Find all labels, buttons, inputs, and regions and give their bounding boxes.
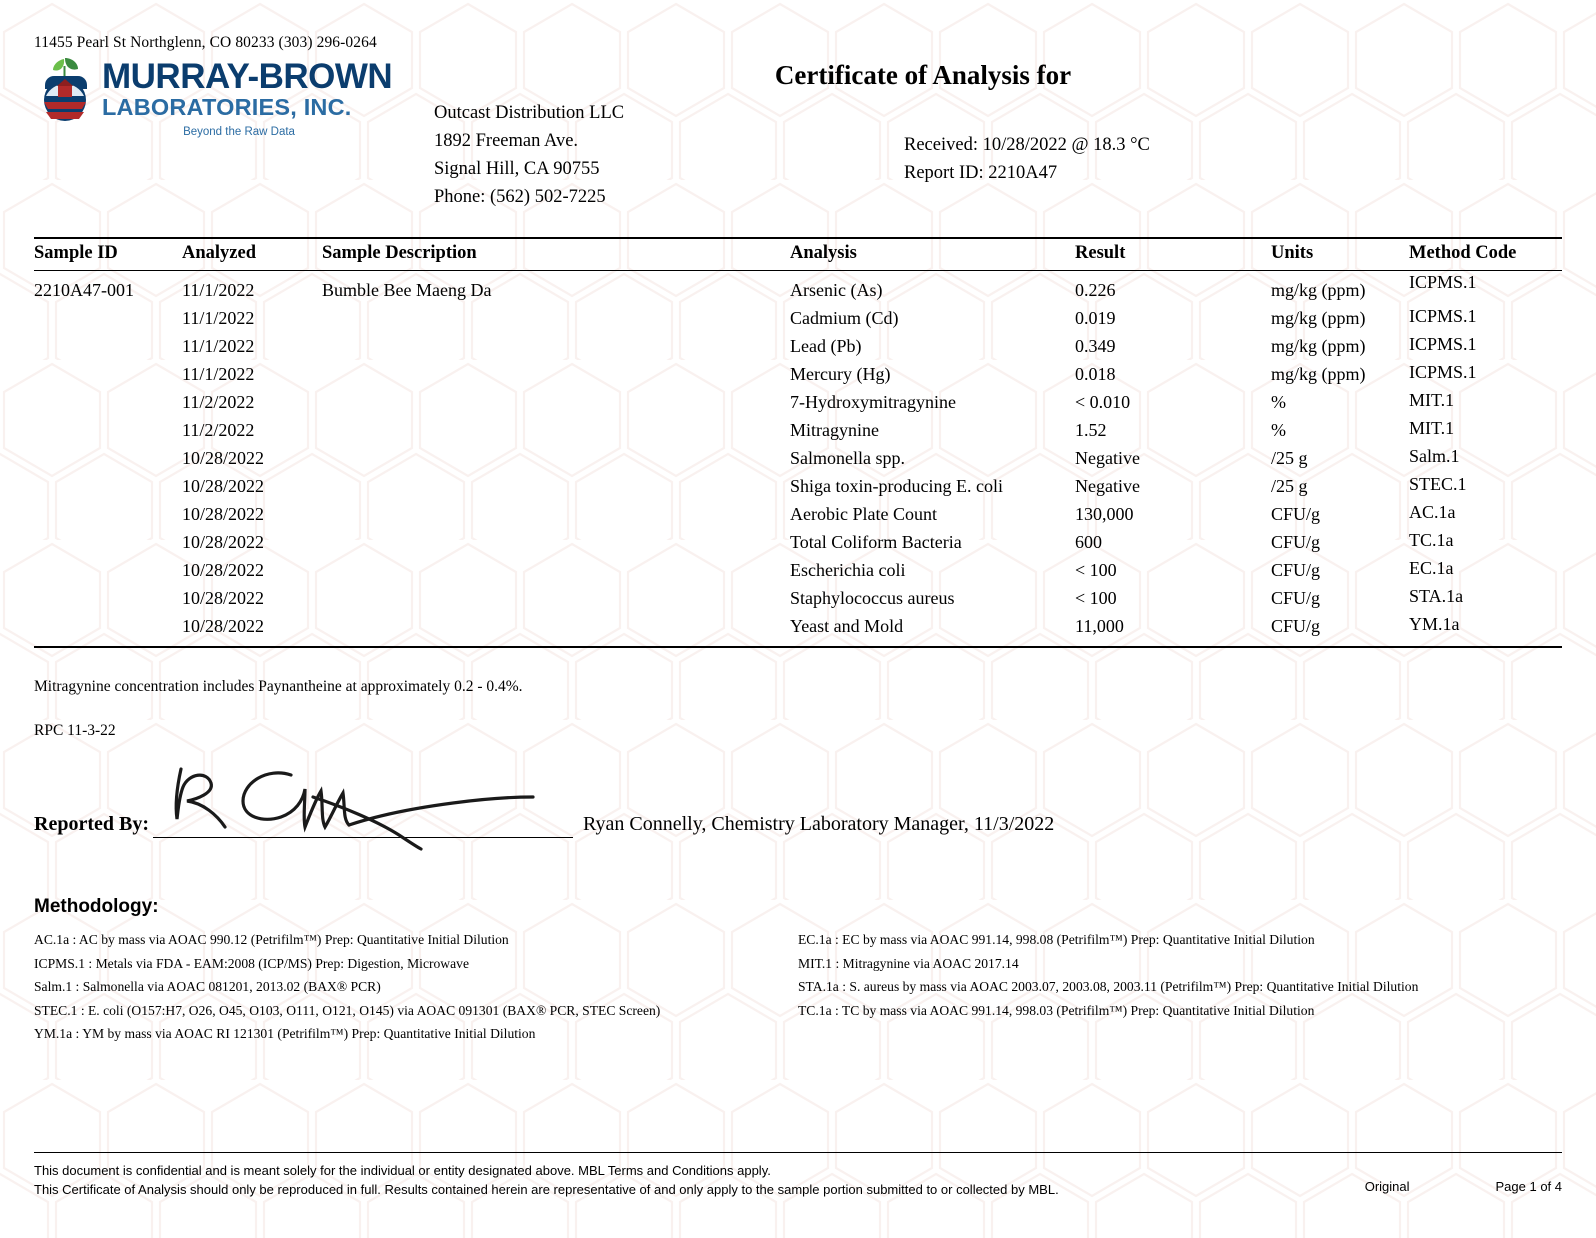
cell-description bbox=[322, 557, 790, 585]
cell-result: 130,000 bbox=[1075, 504, 1134, 525]
client-name: Outcast Distribution LLC bbox=[434, 103, 625, 123]
header-units: Units bbox=[1271, 238, 1409, 271]
cell-units: /25 g bbox=[1271, 448, 1308, 469]
cell-description bbox=[322, 473, 790, 501]
cell-sample-id: 2210A47-001 bbox=[34, 280, 134, 301]
cell-analyzed: 10/28/2022 bbox=[182, 448, 265, 469]
cell-result: 600 bbox=[1075, 532, 1102, 553]
methodology-item: STEC.1 : E. coli (O157:H7, O26, O45, O103, O111, O121, O145) via AOAC 091301 (BAX® PCR, STEC Screen) bbox=[34, 1002, 661, 1018]
cell-analyzed: 11/1/2022 bbox=[182, 308, 255, 329]
table-row bbox=[34, 361, 1562, 389]
logo-mark-icon bbox=[34, 56, 96, 122]
cell-sample-id bbox=[34, 305, 182, 333]
cell-method-code: ICPMS.1 bbox=[1409, 272, 1477, 293]
cell-description bbox=[322, 585, 790, 613]
page-footer bbox=[34, 1152, 1562, 1201]
cell-units: % bbox=[1271, 420, 1286, 441]
cell-analyzed: 11/1/2022 bbox=[182, 280, 255, 301]
results-table-body bbox=[34, 271, 1562, 648]
cell-sample-id bbox=[34, 557, 182, 585]
cell-analysis: Shiga toxin-producing E. coli bbox=[790, 476, 1003, 497]
cell-method-code: STA.1a bbox=[1409, 585, 1464, 606]
cell-analysis: Yeast and Mold bbox=[790, 616, 904, 637]
cell-description bbox=[322, 417, 790, 445]
cell-units: mg/kg (ppm) bbox=[1271, 364, 1366, 385]
cell-method-code: MIT.1 bbox=[1409, 417, 1455, 438]
cell-sample-id bbox=[34, 417, 182, 445]
received-info: Received: 10/28/2022 @ 18.3 °C bbox=[904, 135, 1150, 155]
header-result: Result bbox=[1075, 238, 1271, 271]
cell-analyzed: 11/1/2022 bbox=[182, 336, 255, 357]
methodology-list bbox=[34, 928, 1562, 1045]
methodology-item: TC.1a : TC by mass via AOAC 991.14, 998.03 (Petrifilm™) Prep: Quantitative Initial Dilution bbox=[798, 1002, 1315, 1018]
methodology-column-right bbox=[798, 928, 1562, 1045]
table-row bbox=[34, 333, 1562, 361]
cell-units: CFU/g bbox=[1271, 504, 1321, 525]
cell-description bbox=[322, 305, 790, 333]
cell-analysis: Staphylococcus aureus bbox=[790, 588, 955, 609]
cell-units: CFU/g bbox=[1271, 588, 1321, 609]
cell-analysis: Mercury (Hg) bbox=[790, 364, 891, 385]
cell-sample-id bbox=[34, 333, 182, 361]
cell-result: 0.018 bbox=[1075, 364, 1116, 385]
signature-line bbox=[153, 781, 573, 838]
signature-block bbox=[34, 782, 1562, 838]
logo-name-line2: LABORATORIES, INC. bbox=[102, 93, 352, 120]
client-phone: Phone: (562) 502-7225 bbox=[434, 187, 606, 208]
methodology-item: YM.1a : YM by mass via AOAC RI 121301 (Petrifilm™) Prep: Quantitative Initial Dilution bbox=[34, 1025, 536, 1041]
results-table-header bbox=[34, 238, 1562, 271]
cell-method-code: STEC.1 bbox=[1409, 473, 1467, 494]
table-row bbox=[34, 417, 1562, 445]
cell-analysis: Cadmium (Cd) bbox=[790, 308, 899, 329]
cell-analysis: Escherichia coli bbox=[790, 560, 906, 581]
header-method-code: Method Code bbox=[1409, 238, 1562, 271]
methodology-item: MIT.1 : Mitragynine via AOAC 2017.14 bbox=[798, 955, 1019, 971]
table-row bbox=[34, 271, 1562, 305]
cell-method-code: ICPMS.1 bbox=[1409, 361, 1477, 382]
table-row bbox=[34, 557, 1562, 585]
cell-units: CFU/g bbox=[1271, 616, 1321, 637]
cell-units: mg/kg (ppm) bbox=[1271, 280, 1366, 301]
cell-analyzed: 10/28/2022 bbox=[182, 476, 265, 497]
report-id: Report ID: 2210A47 bbox=[904, 163, 1058, 184]
cell-description bbox=[322, 361, 790, 389]
cell-result: Negative bbox=[1075, 476, 1140, 497]
table-row bbox=[34, 389, 1562, 417]
cell-result: 1.52 bbox=[1075, 420, 1107, 441]
document-header bbox=[34, 52, 1562, 211]
footer-page-number: Page 1 of 4 bbox=[1495, 1178, 1562, 1194]
logo-name-line1: MURRAY-BROWN bbox=[102, 56, 393, 96]
cell-analyzed: 10/28/2022 bbox=[182, 560, 265, 581]
cell-method-code: Salm.1 bbox=[1409, 445, 1460, 466]
footer-confidential-line: This document is confidential and is meant solely for the individual or entity designated above. MBL Terms and Conditions apply. bbox=[34, 1162, 771, 1178]
cell-analysis: Total Coliform Bacteria bbox=[790, 532, 962, 553]
certificate-title: Certificate of Analysis for bbox=[774, 60, 1072, 90]
methodology-item: ICPMS.1 : Metals via FDA - EAM:2008 (ICP/MS) Prep: Digestion, Microwave bbox=[34, 955, 469, 971]
cell-analyzed: 10/28/2022 bbox=[182, 616, 265, 637]
cell-method-code: ICPMS.1 bbox=[1409, 333, 1477, 354]
reported-by-label: Reported By: bbox=[34, 813, 149, 836]
lab-address: 11455 Pearl St Northglenn, CO 80233 (303) 296-0264 bbox=[34, 34, 377, 51]
cell-units: mg/kg (ppm) bbox=[1271, 336, 1366, 357]
table-row bbox=[34, 501, 1562, 529]
cell-analyzed: 11/2/2022 bbox=[182, 420, 255, 441]
cell-analysis: Lead (Pb) bbox=[790, 336, 862, 357]
cell-units: CFU/g bbox=[1271, 560, 1321, 581]
cell-description bbox=[322, 529, 790, 557]
cell-result: 0.226 bbox=[1075, 280, 1116, 301]
table-row bbox=[34, 585, 1562, 613]
cell-sample-id bbox=[34, 389, 182, 417]
cell-units: mg/kg (ppm) bbox=[1271, 308, 1366, 329]
cell-units: CFU/g bbox=[1271, 532, 1321, 553]
cell-method-code: ICPMS.1 bbox=[1409, 305, 1477, 326]
cell-result: 11,000 bbox=[1075, 616, 1124, 637]
cell-method-code: EC.1a bbox=[1409, 557, 1454, 578]
cell-sample-id bbox=[34, 529, 182, 557]
table-row bbox=[34, 473, 1562, 501]
cell-description bbox=[322, 613, 790, 648]
cell-analyzed: 10/28/2022 bbox=[182, 504, 265, 525]
cell-analysis: Salmonella spp. bbox=[790, 448, 905, 469]
table-row bbox=[34, 613, 1562, 648]
footer-original-label: Original bbox=[1364, 1178, 1410, 1194]
methodology-item: EC.1a : EC by mass via AOAC 991.14, 998.08 (Petrifilm™) Prep: Quantitative Initial Dilution bbox=[798, 932, 1315, 948]
cell-analysis: Mitragynine bbox=[790, 420, 879, 441]
methodology-item: Salm.1 : Salmonella via AOAC 081201, 2013.02 (BAX® PCR) bbox=[34, 979, 381, 995]
cell-description bbox=[322, 333, 790, 361]
cell-result: Negative bbox=[1075, 448, 1140, 469]
cell-method-code: AC.1a bbox=[1409, 501, 1456, 522]
methodology-title: Methodology: bbox=[34, 896, 159, 918]
cell-result: < 0.010 bbox=[1075, 392, 1131, 413]
table-row bbox=[34, 445, 1562, 473]
footer-reproduction-line: This Certificate of Analysis should only be reproduced in full. Results contained herein are representative of and only apply to the sample portion submitted to or collected by MBL. bbox=[34, 1182, 1059, 1198]
client-address-1: 1892 Freeman Ave. bbox=[434, 131, 579, 152]
cell-result: < 100 bbox=[1075, 588, 1117, 609]
cell-analysis: 7-Hydroxymitragynine bbox=[790, 392, 956, 413]
cell-description bbox=[322, 445, 790, 473]
mitragynine-note: Mitragynine concentration includes Paynantheine at approximately 0.2 - 0.4%. bbox=[34, 678, 523, 696]
cell-sample-id bbox=[34, 613, 182, 648]
cell-method-code: TC.1a bbox=[1409, 529, 1454, 550]
cell-sample-id bbox=[34, 473, 182, 501]
cell-sample-id bbox=[34, 585, 182, 613]
cell-method-code: YM.1a bbox=[1409, 613, 1460, 634]
cell-sample-id bbox=[34, 361, 182, 389]
header-analyzed: Analyzed bbox=[182, 238, 322, 271]
cell-units: % bbox=[1271, 392, 1286, 413]
cell-units: /25 g bbox=[1271, 476, 1308, 497]
cell-sample-id bbox=[34, 501, 182, 529]
cell-result: 0.019 bbox=[1075, 308, 1116, 329]
results-table bbox=[34, 237, 1562, 648]
cell-analysis: Arsenic (As) bbox=[790, 280, 883, 301]
cell-analyzed: 11/2/2022 bbox=[182, 392, 255, 413]
cell-analysis: Aerobic Plate Count bbox=[790, 504, 937, 525]
cell-analyzed: 10/28/2022 bbox=[182, 532, 265, 553]
cell-method-code: MIT.1 bbox=[1409, 389, 1455, 410]
reporter-name-title-date: Ryan Connelly, Chemistry Laboratory Manager, 11/3/2022 bbox=[582, 813, 1055, 836]
header-analysis: Analysis bbox=[790, 238, 1075, 271]
cell-description bbox=[322, 389, 790, 417]
cell-description: Bumble Bee Maeng Da bbox=[322, 280, 492, 301]
cell-result: 0.349 bbox=[1075, 336, 1116, 357]
methodology-column-left bbox=[34, 928, 798, 1045]
logo-tagline: Beyond the Raw Data bbox=[183, 126, 295, 138]
table-row bbox=[34, 305, 1562, 333]
cell-analyzed: 11/1/2022 bbox=[182, 364, 255, 385]
header-sample-id: Sample ID bbox=[34, 238, 182, 271]
cell-result: < 100 bbox=[1075, 560, 1117, 581]
cell-description bbox=[322, 501, 790, 529]
signature-icon bbox=[163, 761, 563, 851]
methodology-item: STA.1a : S. aureus by mass via AOAC 2003.07, 2003.08, 2003.11 (Petrifilm™) Prep: Quantitative Initial Dilution bbox=[798, 979, 1419, 995]
rpc-code: RPC 11-3-22 bbox=[34, 722, 116, 740]
client-address-2: Signal Hill, CA 90755 bbox=[434, 159, 600, 180]
table-row bbox=[34, 529, 1562, 557]
header-description: Sample Description bbox=[322, 238, 790, 271]
cell-sample-id bbox=[34, 445, 182, 473]
cell-analyzed: 10/28/2022 bbox=[182, 588, 265, 609]
methodology-item: AC.1a : AC by mass via AOAC 990.12 (Petrifilm™) Prep: Quantitative Initial Dilution bbox=[34, 932, 509, 948]
